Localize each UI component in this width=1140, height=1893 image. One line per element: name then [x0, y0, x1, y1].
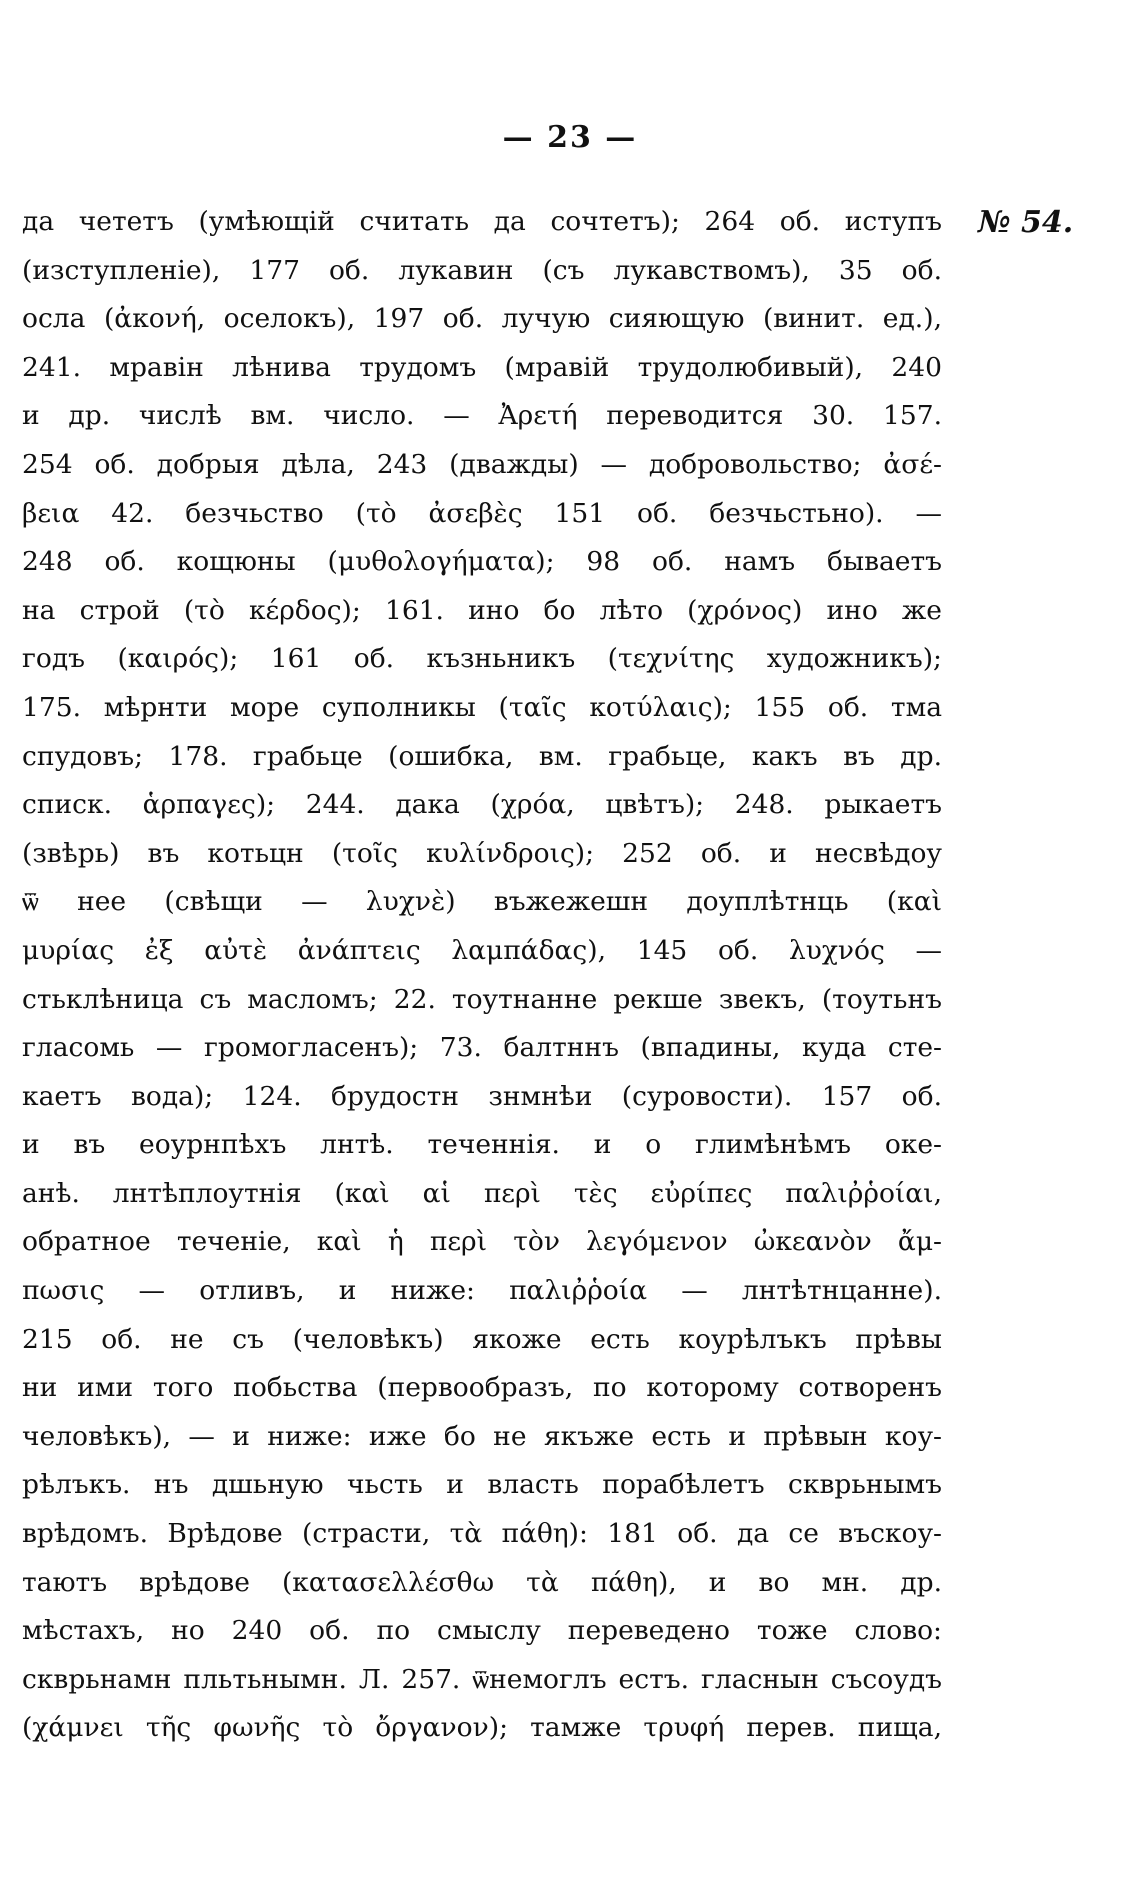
text-line: (звѣрь) въ котьцн (τοῖς κυλίνδροις); 252 об. и несвѣдоу — [22, 837, 942, 869]
margin-note: № 54. — [978, 205, 1074, 240]
text-line: мѣстахъ, но 240 об. по смыслу переведено тоже слово: — [22, 1615, 942, 1647]
text-line: гласомь — громогласенъ); 73. балтннъ (впадины, куда сте- — [22, 1032, 942, 1064]
text-line: да чететъ (умѣющій считать да сочтетъ); 264 об. иступъ — [22, 206, 942, 237]
text-line: βεια 42. безчьство (τὸ ἀσεβὲς 151 об. безчьстьно). — — [22, 497, 942, 529]
text-line: годъ (καιρός); 161 об. къзньникъ (τεχνίτης художникъ); — [22, 643, 942, 675]
text-line: 254 об. добрыя дѣла, 243 (дважды) — добровольство; ἀσέ- — [22, 448, 942, 480]
text-line: 241. мравін лѣнива трудомъ (мравій трудолюбивый), 240 — [22, 351, 942, 383]
text-line: таютъ врѣдове (κατασελλέσθω τὰ πάθη), и во мн. др. — [22, 1566, 942, 1598]
text-line: анѣ. лнтѣплоутнія (καὶ αἱ περὶ τὲς εὐρίπες παλιῤῥοίαι, — [22, 1177, 942, 1209]
text-line: на строй (τὸ κέρδος); 161. ино бо лѣто (χρόνος) ино же — [22, 594, 942, 626]
text-line: ни ими того побьства (первообразъ, по которому сотворенъ — [22, 1372, 942, 1404]
text-line: 248 об. кощюны (μυθολογήματα); 98 об. намъ бываетъ — [22, 546, 942, 578]
text-line: списк. ἁρπαγες); 244. дака (χρόα, цвѣтъ); 248. рыкаетъ — [22, 789, 942, 821]
text-body — [22, 198, 942, 1753]
text-line: врѣдомъ. Врѣдове (страсти, τὰ πάθη): 181 об. да се въскоу- — [22, 1518, 942, 1550]
text-line: 215 об. не съ (человѣкъ) якоже есть коурѣлъкъ прѣвы — [22, 1323, 942, 1355]
text-line: ѿ нее (свѣщи — λυχνὲ) въжежешн доуплѣтнць (καὶ — [22, 886, 942, 918]
text-line: 175. мѣрнти море суполникы (ταῖς κοτύλαις); 155 об. тма — [22, 691, 942, 723]
text-line: спудовъ; 178. грабьце (ошибка, вм. грабьце, какъ въ др. — [22, 740, 942, 772]
text-line: и др. числѣ вм. число. — Ἀρετή переводится 30. 157. — [22, 400, 942, 432]
text-line: (изступленіе), 177 об. лукавин (съ лукавствомъ), 35 об. — [22, 254, 942, 286]
text-line: μυρίας ἐξ αὐτὲ ἀνάπτεις λαμπάδας), 145 об. λυχνός — — [22, 934, 942, 966]
text-line: обратное теченіе, καὶ ἡ περὶ τὸν λεγόμενον ὠκεανὸν ἄμ- — [22, 1226, 942, 1258]
text-line: человѣкъ), — и ниже: иже бо не якъже есть и прѣвын коу- — [22, 1420, 942, 1452]
text-line: (χάμνει τῆς φωνῆς τὸ ὄργανον); тамже τρυφή перев. пища, — [22, 1712, 942, 1744]
text-line: осла (ἀκονή, оселокъ), 197 об. лучую сияющую (винит. ед.), — [22, 303, 942, 335]
text-line: рѣлъкъ. нъ дшьную чьсть и власть порабѣлетъ скврьнымъ — [22, 1469, 942, 1501]
text-line: и въ еоурнпѣхъ лнтѣ. теченнія. и о глимѣнѣмъ оке- — [22, 1129, 942, 1161]
text-line: скврьнамн пльтьнымн. Л. 257. ѿнемоглъ естъ. гласнын съсоудъ — [22, 1663, 942, 1695]
page-number: — 23 — — [502, 120, 638, 155]
text-line: стьклѣница съ масломъ; 22. тоутнанне рекше звекъ, (тоутьнъ — [22, 983, 942, 1015]
text-line: каетъ вода); 124. брудостн знмнѣи (суровости). 157 об. — [22, 1080, 942, 1112]
text-line: πωσις — отливъ, и ниже: παλιῤῥοία — лнтѣтнцанне). — [22, 1275, 942, 1307]
